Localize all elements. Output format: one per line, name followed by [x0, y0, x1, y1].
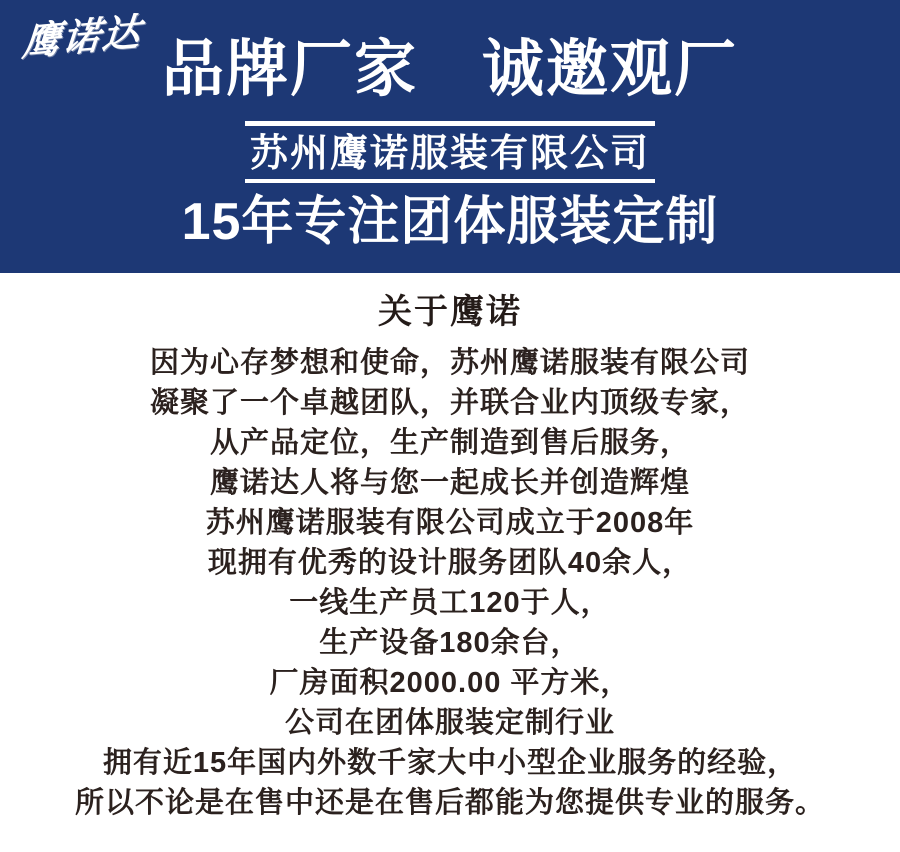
- about-line: 现拥有优秀的设计服务团队40余人，: [207, 547, 693, 579]
- divider-bottom: [245, 179, 655, 183]
- about-heading: 关于鹰诺: [378, 293, 522, 331]
- header-banner: [0, 0, 900, 273]
- banner-subtitle: 15年专注团体服装定制: [181, 193, 719, 251]
- about-line: 厂房面积2000.00 平方米，: [269, 667, 631, 699]
- about-paragraph: [0, 343, 900, 823]
- company-name: 苏州鹰诺服装有限公司: [249, 133, 650, 175]
- about-section: [0, 292, 900, 823]
- about-line: 拥有近15年国内外数千家大中小型企业服务的经验，: [102, 747, 798, 779]
- about-line: 从产品定位，生产制造到售后服务，: [209, 427, 690, 459]
- about-line: 因为心存梦想和使命，苏州鹰诺服装有限公司: [149, 347, 750, 379]
- banner-title: 品牌厂家 诚邀观厂: [161, 35, 738, 104]
- about-line: 生产设备180余台，: [319, 627, 581, 659]
- about-line: 公司在团体服装定制行业: [284, 707, 615, 739]
- about-line: 鹰诺达人将与您一起成长并创造辉煌: [209, 467, 690, 499]
- brand-logo: 鹰诺达: [20, 11, 144, 65]
- divider-top: [245, 121, 655, 126]
- about-line: 苏州鹰诺服装有限公司成立于2008年: [205, 507, 695, 539]
- about-line: 一线生产员工120于人，: [289, 587, 611, 619]
- about-line: 凝聚了一个卓越团队，并联合业内顶级专家，: [149, 387, 750, 419]
- about-line: 所以不论是在售中还是在售后都能为您提供专业的服务。: [74, 787, 825, 819]
